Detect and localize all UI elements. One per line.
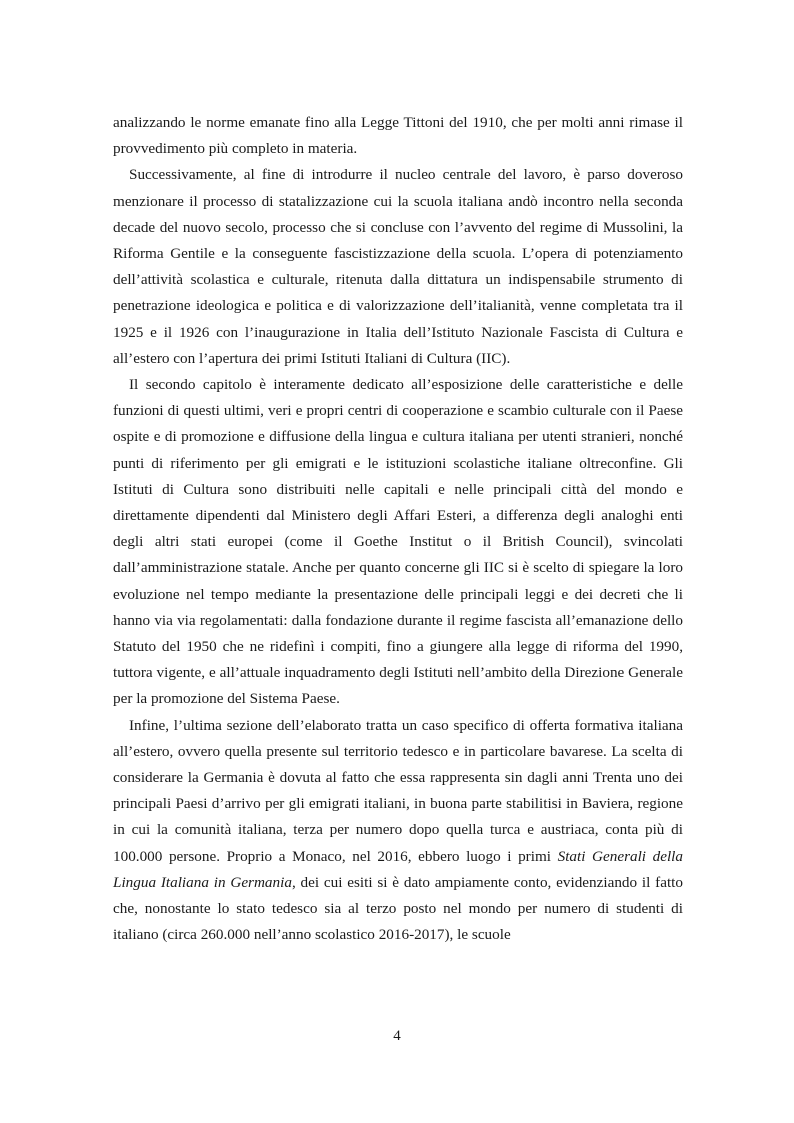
paragraph-statalizzazione: Successivamente, al fine di introdurre il nucleo centrale del lavoro, è parso doveroso menzionare il processo di statalizzazione cui la scuola italiana andò incontro nella seconda decade del nuovo secolo, processo che si concluse con l’avvento del regime di Mussolini, la Riforma Gentile e la conseguente fascistizzazione della scuola. L’opera di potenziamento dell’attività scolastica e culturale, ritenuta dalla dittatura un indispensabile strumento di penetrazione ideologica e politica e di valorizzazione dell’italianità, venne completata tra il 1925 e il 1926 con l’inaugurazione in Italia dell’Istituto Nazionale Fascista di Cultura e all’estero con l’apertura dei primi Istituti Italiani di Cultura (IIC).: [113, 166, 683, 367]
italic-title-stati-generali: Stati Generali della Lingua Italiana in Germania: [113, 847, 683, 891]
paragraph-secondo-capitolo: Il secondo capitolo è interamente dedicato all’esposizione delle caratteristiche e delle funzioni di questi ultimi, veri e propri centri di cooperazione e scambio culturale con il Paese ospite e di promozione e diffusione della lingua e cultura italiana per utenti stranieri, nonché punti di riferimento per gli emigrati e le istituzioni scolastiche italiane oltreconfine. Gli Istituti di Cultura sono distribuiti nelle capitali e nelle principali città del mondo e direttamente dipendenti dal Ministero degli Affari Esteri, a differenza degli analoghi enti degli altri stati europei (come il Goethe Institut o il British Council), svincolati dall’amministrazione statale. Anche per quanto concerne gli IIC si è scelto di spiegare la loro evoluzione nel tempo mediante la presentazione delle principali leggi e dei decreti che li hanno via via regolamentati: dalla fondazione durante il regime fascista all’emanazione dello Statuto del 1950 che ne ridefinì i compiti, fino a giungere alla legge di riforma del 1990, tuttora vigente, e all’attuale inquadramento degli Istituti nell’ambito della Direzione Generale per la promozione del Sistema Paese.: [113, 376, 683, 708]
paragraph-text-after-italic: , dei cui esiti si è dato ampiamente conto, evidenziando il fatto che, nonostante lo stato tedesco sia al terzo posto nel mondo per numero di studenti di italiano (circa 260.000 nell’anno scolastico 2016-2017), le scuole: [113, 873, 683, 944]
document-body: [113, 110, 683, 949]
page-number: 4: [393, 1028, 401, 1044]
paragraph-text-before-italic: Infine, l’ultima sezione dell’elaborato tratta un caso specifico di offerta formativa italiana all’estero, ovvero quella presente sul territorio tedesco e in particolare bavarese. La scelta di considerare la Germania è dovuta al fatto che essa rappresenta sin dagli anni Trenta uno dei principali Paesi d’arrivo per gli emigrati italiani, in buona parte stabilitisi in Baviera, regione in cui la comunità italiana, terza per numero dopo quella turca e austriaca, conta più di 100.000 persone. Proprio a Monaco, nel 2016, ebbero luogo i primi: [113, 716, 683, 865]
paragraph-ultima-sezione: [113, 713, 683, 949]
paragraph-continuation: analizzando le norme emanate fino alla Legge Tittoni del 1910, che per molti anni rimase il provvedimento più completo in materia.: [113, 114, 683, 158]
